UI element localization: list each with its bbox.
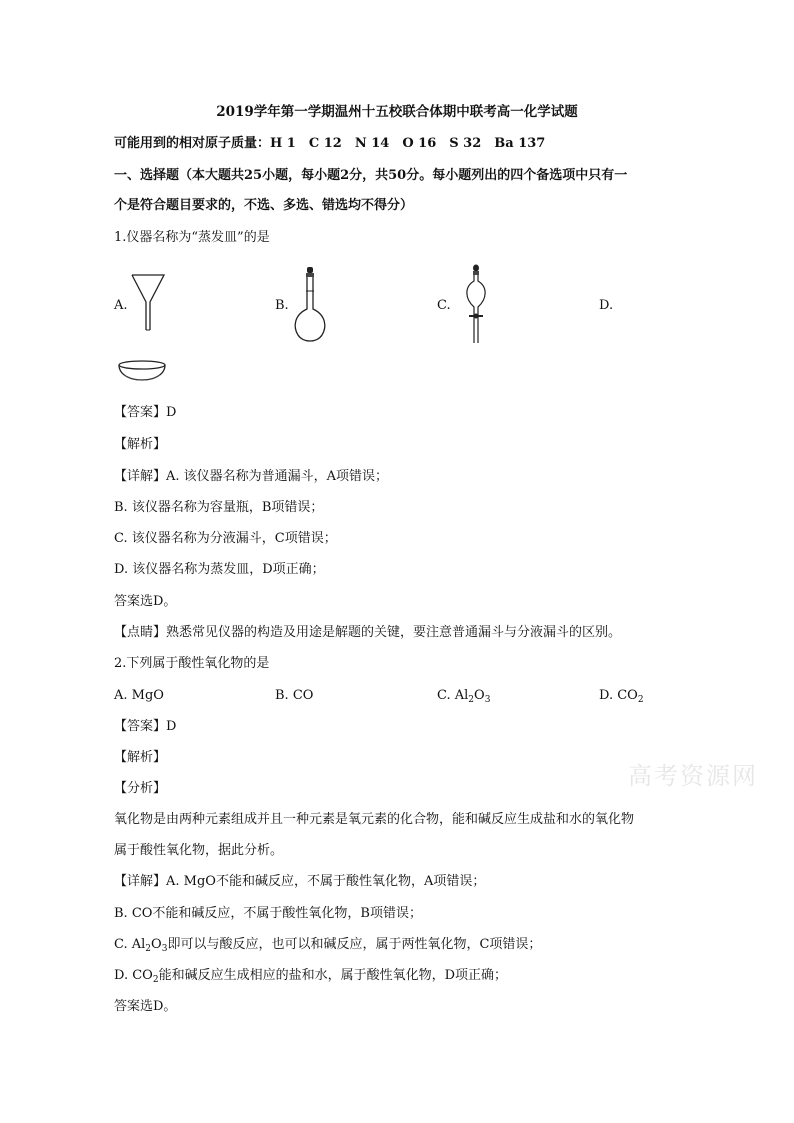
q1-answer: 【答案】D <box>114 405 177 420</box>
q2-option-d: D. $CO_2$ <box>599 688 644 705</box>
separatory-funnel-figure <box>458 263 494 349</box>
q2-option-b: B. CO <box>275 688 314 703</box>
q1-tip: 【点睛】熟悉常见仪器的构造及用途是解题的关键，要注意普通漏斗与分液漏斗的区别。 <box>114 625 622 640</box>
q1-conclusion: 答案选D。 <box>114 594 177 609</box>
q1-option-c-label: C. <box>437 298 451 313</box>
q2-answer: 【答案】D <box>114 719 177 734</box>
q1-option-a-label: A. <box>114 298 128 313</box>
atomic-masses: 可能用到的相对原子质量：H 1 C 12 N 14 O 16 S 32 Ba 137 <box>114 136 546 151</box>
q1-analysis-label: 【解析】 <box>114 437 167 452</box>
page-title: 2019学年第一学期温州十五校联合体期中联考高一化学试题 <box>216 104 578 120</box>
q1-detail-c: C. 该仪器名称为分液漏斗，C项错误； <box>114 531 337 546</box>
q2-option-c: C. $Al_2O_3$ <box>437 688 491 705</box>
q2-detail-a: 【详解】A. MgO不能和碱反应，不属于酸性氧化物，A项错误； <box>114 874 486 889</box>
q2-fenxi-label: 【分析】 <box>114 781 167 796</box>
q2-definition-line1: 氧化物是由两种元素组成并且一种元素是氧元素的化合物，能和碱反应生成盐和水的氧化物 <box>114 812 635 827</box>
evaporating-dish-figure <box>116 357 168 395</box>
q2-analysis-label: 【解析】 <box>114 750 167 765</box>
watermark: 高考资源网 <box>628 762 758 790</box>
q2-conclusion: 答案选D。 <box>114 999 177 1014</box>
q1-detail-b: B. 该仪器名称为容量瓶，B项错误； <box>114 500 324 515</box>
q1-detail-a: 【详解】A. 该仪器名称为普通漏斗，A项错误； <box>114 469 389 484</box>
q2-definition-line2: 属于酸性氧化物，据此分析。 <box>114 843 284 858</box>
q1-option-b-label: B. <box>275 298 289 313</box>
section-heading-line2: 个是符合题目要求的，不选、多选、错选均不得分） <box>114 198 414 213</box>
q2-detail-d: D. $CO_2$能和碱反应生成相应的盐和水，属于酸性氧化物，D项正确； <box>114 968 508 985</box>
q2-option-a: A. MgO <box>114 688 164 703</box>
funnel-figure <box>130 272 166 338</box>
volumetric-flask-figure <box>290 265 330 349</box>
q1-detail-d: D. 该仪器名称为蒸发皿，D项正确； <box>114 562 325 577</box>
q2-stem: 2.下列属于酸性氧化物的是 <box>114 656 270 671</box>
q1-stem: 1.仪器名称为“蒸发皿”的是 <box>114 230 270 245</box>
q2-detail-c: C. $Al_2O_3$即可以与酸反应，也可以和碱反应，属于两性氧化物，C项错误； <box>114 937 542 954</box>
section-heading-line1: 一、选择题（本大题共25小题，每小题2分，共50分。每小题列出的四个备选项中只有一 <box>114 168 628 183</box>
q2-detail-b: B. CO不能和碱反应，不属于酸性氧化物，B项错误； <box>114 906 422 921</box>
q1-option-d-label: D. <box>599 298 614 313</box>
